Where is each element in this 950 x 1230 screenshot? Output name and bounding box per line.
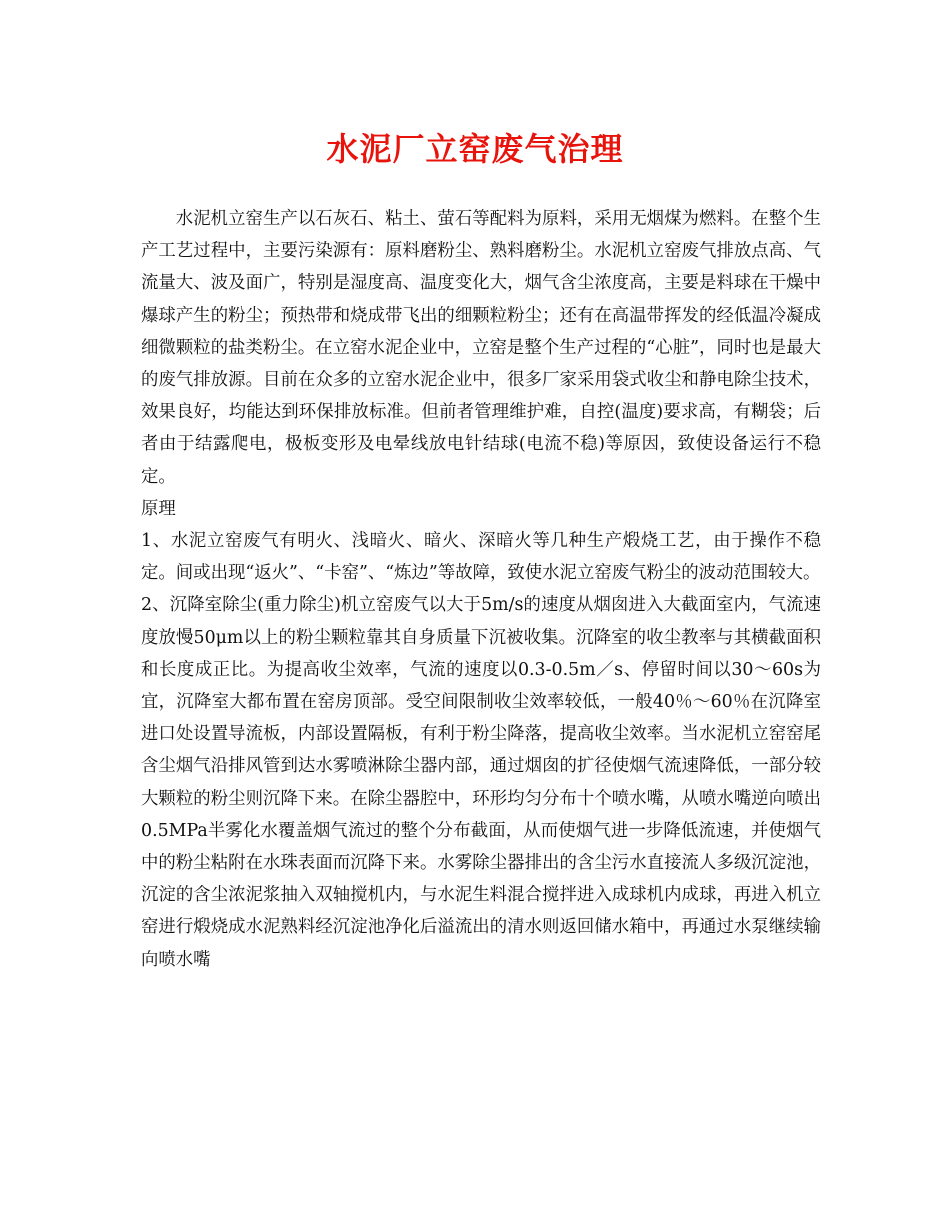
principle-point-1: 1、水泥立窑废气有明火、浅暗火、暗火、深暗火等几种生产煅烧工艺，由于操作不稳定。间或出现“返火”、“卡窑”、“炼边”等故障，致使水泥立窑废气粉尘的波动范围较大。 — [141, 531, 821, 584]
intro-paragraph: 水泥机立窑生产以石灰石、粘土、萤石等配料为原料，采用无烟煤为燃料。在整个生产工艺过程中，主要污染源有：原料磨粉尘、熟料磨粉尘。水泥机立窑废气排放点高、气流量大、波及面广，特别是湿度高、温度变化大，烟气含尘浓度高，主要是料球在干燥中爆球产生的粉尘；预热带和烧成带飞出的细颗粒粉尘；还有在高温带挥发的经低温冷凝成细微颗粒的盐类粉尘。在立窑水泥企业中，立窑是整个生产过程的“心脏”，同时也是最大的废气排放源。目前在众多的立窑水泥企业中，很多厂家采用袋式收尘和静电除尘技术，效果良好，均能达到环保排放标准。但前者管理维护难，自控(温度)要求高，有糊袋；后者由于结露爬电，极板变形及电晕线放电针结球(电流不稳)等原因，致使设备运行不稳定。 — [141, 209, 821, 487]
principle-point-2: 2、沉降室除尘(重力除尘)机立窑废气以大于5m/s的速度从烟囱进入大截面室内，气流速度放慢50μm以上的粉尘颗粒靠其自身质量下沉被收集。沉降室的收尘教率与其横截面积和长度成正比。为提高收尘效率，气流的速度以0.3-0.5m／s、停留时间以30～60s为宜，沉降室大都布置在窑房顶部。受空间限制收尘效率较低，一般40％～60％在沉降室进口处设置导流板，内部设置隔板，有利于粉尘降落，提高收尘效率。当水泥机立窑窑尾含尘烟气沿排风管到达水雾喷淋除尘器内部，通过烟囱的扩径使烟气流速降低，一部分较大颗粒的粉尘则沉降下来。在除尘器腔中，环形均匀分布十个喷水嘴，从喷水嘴逆向喷出0.5MPa半雾化水覆盖烟气流过的整个分布截面，从而使烟气进一步降低流速，并使烟气中的粉尘粘附在水珠表面而沉降下来。水雾除尘器排出的含尘污水直接流人多级沉淀池，沉淀的含尘浓泥浆抽入双轴搅机内，与水泥生料混合搅拌进入成球机内成球，再进入机立窑进行煅烧成水泥熟料经沉淀池净化后溢流出的清水则返回储水箱中，再通过水泵继续输向喷水嘴 — [141, 595, 821, 970]
document-title: 水泥厂立窑废气治理 — [326, 130, 624, 168]
document-body — [141, 203, 821, 976]
section-heading: 原理 — [141, 498, 176, 519]
